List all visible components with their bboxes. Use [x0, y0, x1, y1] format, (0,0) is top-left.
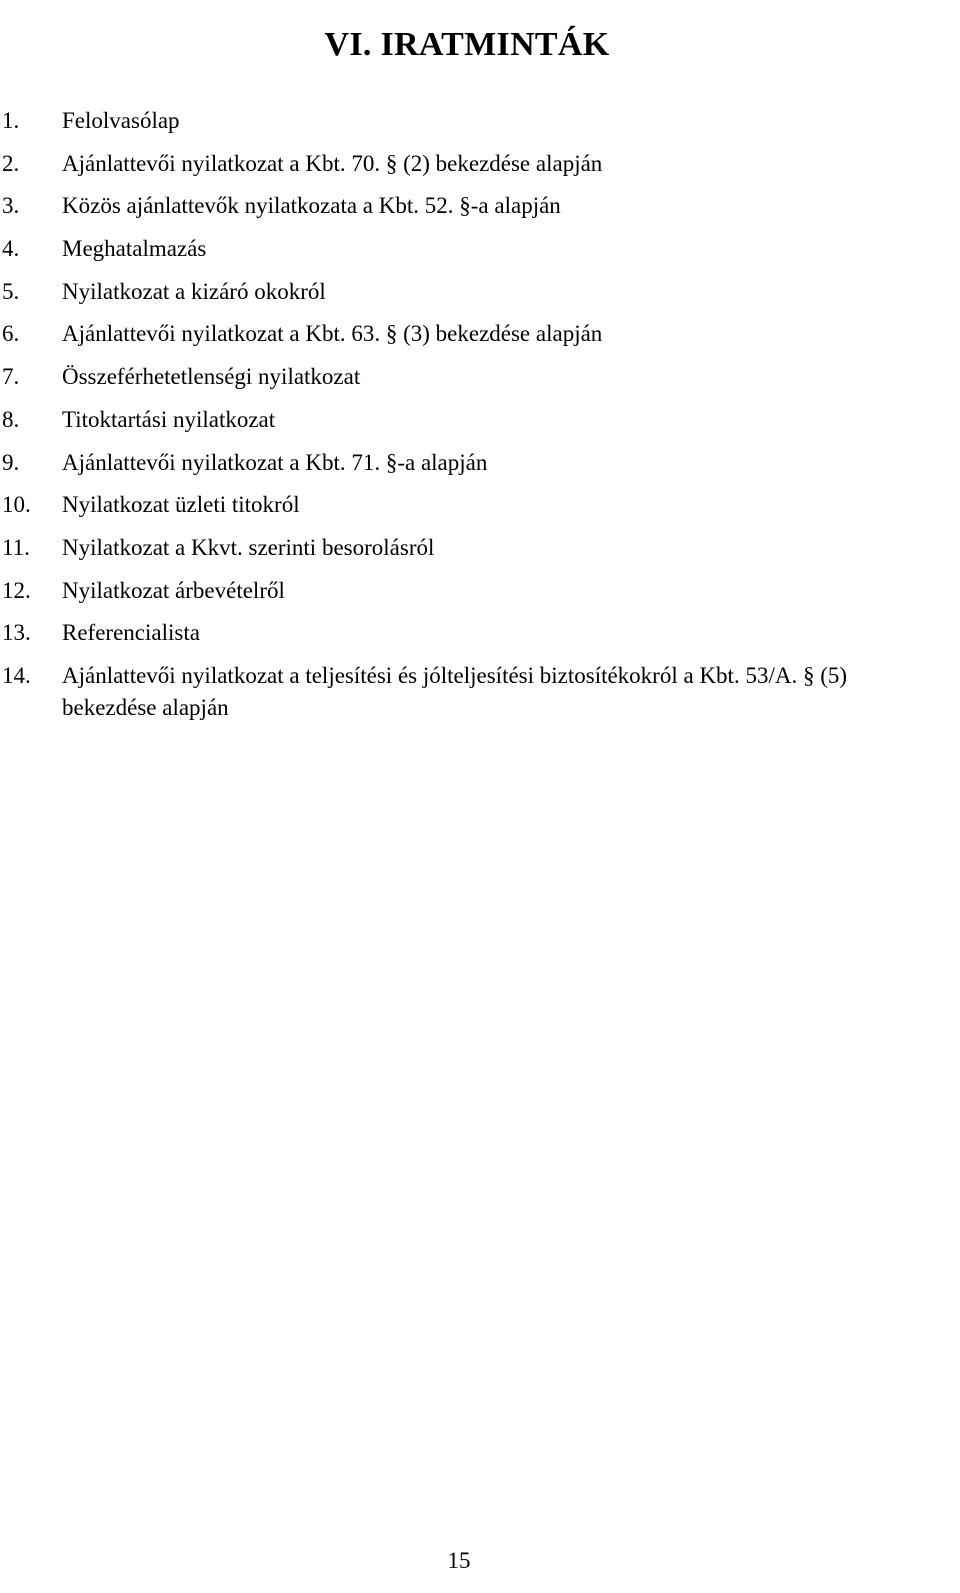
list-item [0, 361, 960, 404]
page-number: 15 [447, 1548, 471, 1573]
list-item-number: 11. [2, 534, 30, 560]
list-item [0, 575, 960, 618]
list-item [0, 532, 960, 575]
list-item-number: 13. [2, 620, 31, 646]
list-item-number: 4. [2, 236, 20, 262]
list-item [0, 617, 960, 660]
list-item-text: Ajánlattevői nyilatkozat a Kbt. 70. § (2) bekezdése alapján [62, 150, 603, 176]
list-item-number: 3. [2, 193, 20, 219]
list-item [0, 404, 960, 447]
list-item-number: 12. [2, 577, 31, 603]
list-item-number: 7. [2, 364, 20, 390]
list-item-text: Nyilatkozat üzleti titokról [62, 492, 300, 518]
list-item-text: Meghatalmazás [62, 236, 207, 262]
list-item [0, 489, 960, 532]
list-item [0, 276, 960, 319]
list-item-number: 14. [2, 662, 31, 688]
list-item-number: 6. [2, 321, 20, 347]
list-item-number: 2. [2, 150, 20, 176]
list-item-text: Referencialista [62, 620, 200, 646]
list-item [0, 105, 960, 148]
list-item [0, 233, 960, 276]
list-item-number: 10. [2, 492, 31, 518]
list-item-text: Nyilatkozat a kizáró okokról [62, 278, 326, 304]
list-item-text: Titoktartási nyilatkozat [62, 406, 276, 432]
page-title: VI. IRATMINTÁK [324, 25, 610, 63]
list-item-number: 1. [2, 108, 20, 133]
list-item-number: 8. [2, 406, 20, 432]
list-item [0, 318, 960, 361]
list-item-text: Nyilatkozat árbevételről [62, 577, 285, 603]
list-item-text: Ajánlattevői nyilatkozat a teljesítési és jólteljesítési biztosítékokról a Kbt. 53/A. § (5) bekezdése alapján [62, 662, 848, 720]
list-item-text: Ajánlattevői nyilatkozat a Kbt. 63. § (3) bekezdése alapján [62, 321, 603, 347]
list-item [0, 660, 960, 724]
list-item-text: Közös ajánlattevők nyilatkozata a Kbt. 52. §-a alapján [62, 193, 561, 219]
list-item [0, 447, 960, 490]
list-item-text: Felolvasólap [62, 108, 180, 133]
list-item-text: Összeférhetetlenségi nyilatkozat [62, 364, 361, 390]
list-item [0, 148, 960, 191]
list-item-text: Ajánlattevői nyilatkozat a Kbt. 71. §-a alapján [62, 449, 488, 475]
list-item-number: 5. [2, 278, 20, 304]
template-list [0, 105, 960, 724]
list-item [0, 190, 960, 233]
list-item-text: Nyilatkozat a Kkvt. szerinti besorolásról [62, 534, 435, 560]
list-item-number: 9. [2, 449, 20, 475]
